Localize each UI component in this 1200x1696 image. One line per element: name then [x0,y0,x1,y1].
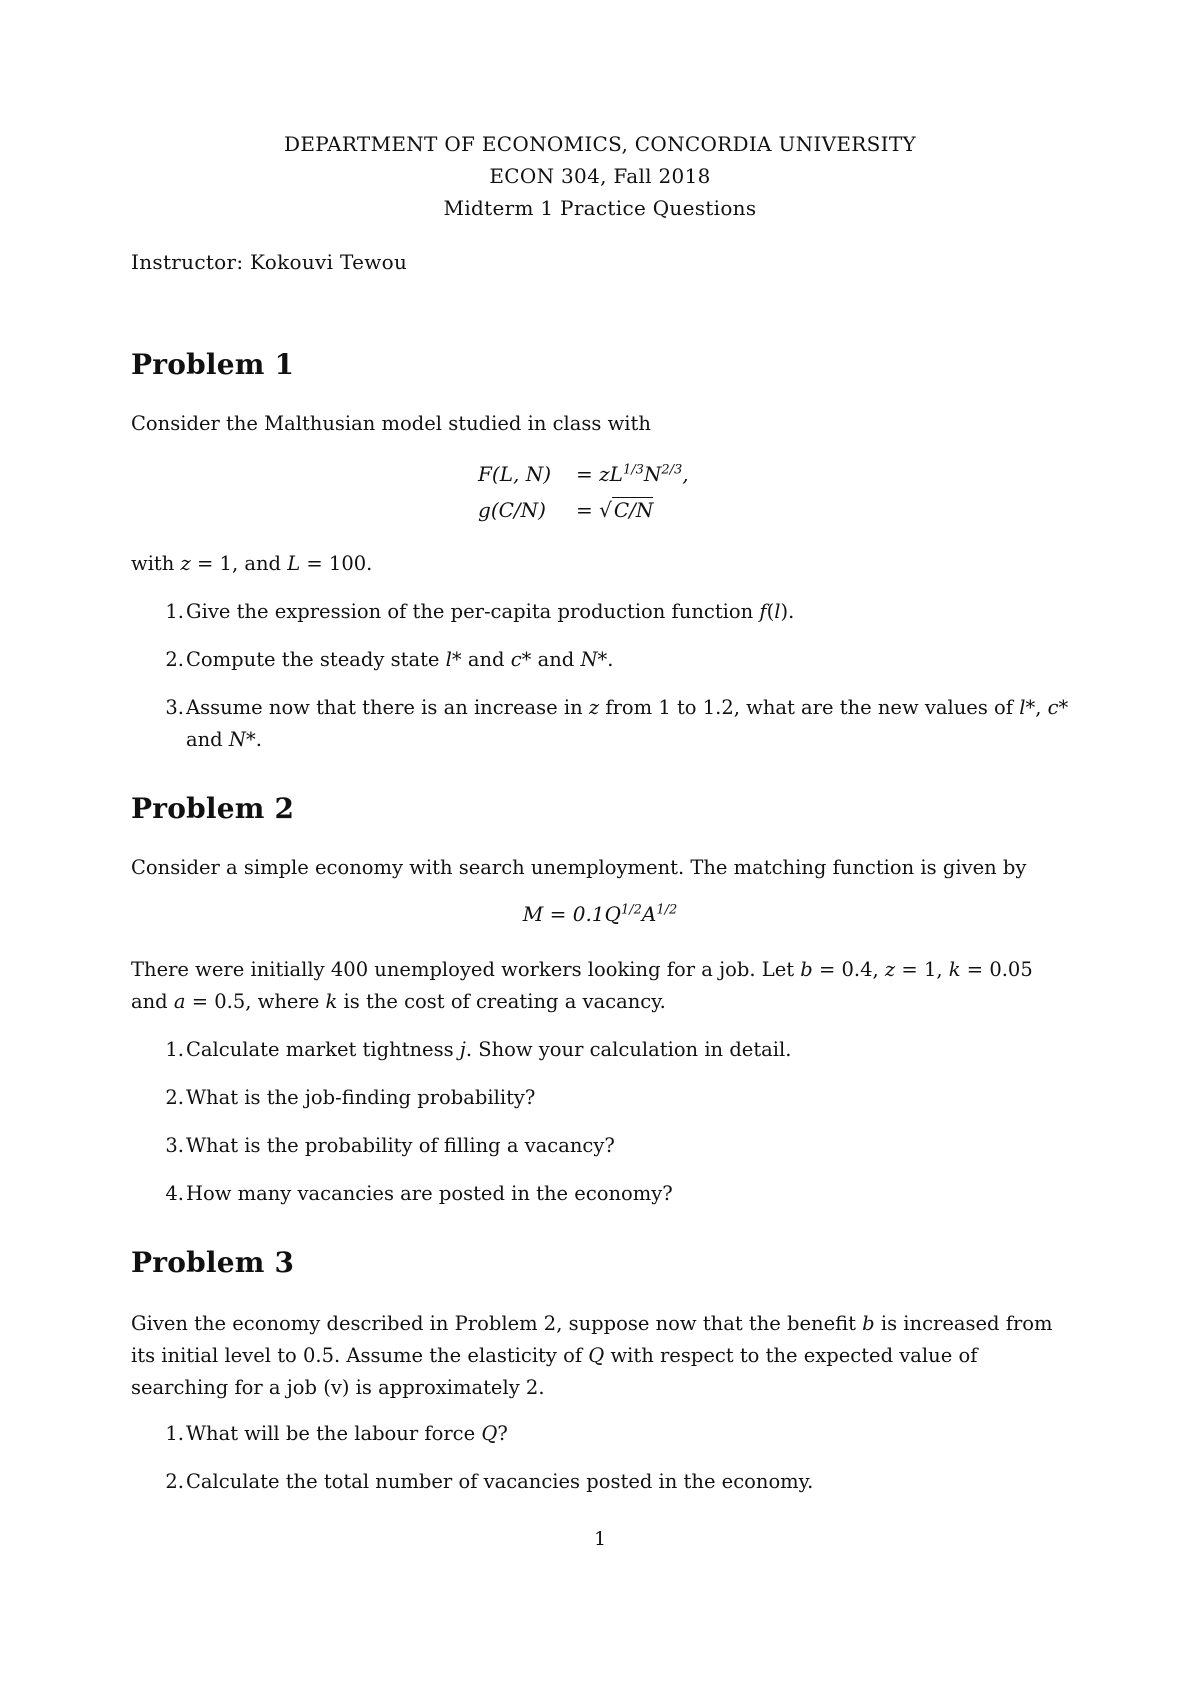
equation-1-lhs: F(L, N) [478,462,552,486]
equation-2-lhs: g(C/N) [478,498,546,522]
problem-1-equation-2 [478,498,654,522]
equation-2-rhs: = √ C/N [576,498,654,522]
problem-1-heading: Problem 1 [131,348,295,381]
problem-1-intro: Consider the Malthusian model studied in class with [131,412,651,435]
problem-2-equation: $M = 0.1Q^{1/2}A^{1/2}$ [522,902,678,926]
equation-1-rhs: = $zL^{1/3}N^{2/3}$, [576,462,689,486]
problem-1-params: with z = 1, and L = 100. [131,552,373,575]
document-title: Midterm 1 Practice Questions [443,196,757,220]
problem-1-equation-1 [478,462,689,486]
problem-3-heading: Problem 3 [131,1246,295,1279]
instructor-line: Instructor: Kokouvi Tewou [131,250,408,274]
problem-2-heading: Problem 2 [131,792,295,825]
course-header: ECON 304, Fall 2018 [489,164,711,188]
problem-2-intro: Consider a simple economy with search unemployment. The matching function is given by [131,856,1027,879]
problem-3-text: Given the economy described in Problem 2, suppose now that the benefit b is increased from its initial level to 0.5. Assume the elasticity of Q with respect to the expected value of searching for a job (v) is approximately 2. [131,1312,1053,1399]
problem-2-text: There were initially 400 unemployed workers looking for a job. Let b = 0.4, z = 1, k = 0.05 and a = 0.5, where k is the cost of creating a vacancy. [131,958,1033,1013]
department-header: DEPARTMENT OF ECONOMICS, CONCORDIA UNIVERSITY [284,132,916,156]
page-number: 1 [593,1528,607,1550]
document-page: DEPARTMENT OF ECONOMICS, CONCORDIA UNIVERSITY ECON 304, Fall 2018 Midterm 1 Practice Questions Instructor: Kokouvi Tewou Problem 1 Consider the Malthusian model studied in class with F(L, N) = $zL^{1/3}N^{2/3}$, g(C/N) = √ C/N with z = 1, and L = 100. 1. Give the expression of the per-capita production function f(l). 2. Compute the steady state l* and c* and N*. 3. Assume now that there is an increase in z from 1 to 1.2, what are the new values of l*, c* and N*. Problem 2 Consider a simple economy with search unemployment. The matching function is given by $M = 0.1Q^{1/2}A^{1/2}$ There were initially 400 unemployed workers looking for a job. Let b = 0.4, z = 1, k = 0.05 and a = 0.5, where k is the cost of creating a vacancy. 1. Calculate market tightness j. Show your calculation in detail. 2. What is the job-finding probability? 3. What is the probability of filling a vacancy? 4. How many vacancies are posted in the economy? Problem 3 Given the economy described in Problem 2, suppose now that the benefit b is increased from its initial level to 0.5. Assume the elasticity of Q with respect to the expected value of searching for a job (v) is approximately 2. 1. What will be the labour force Q? 2. Calculate the total number of vacancies posted in the economy. 1 [0,0,1200,1696]
